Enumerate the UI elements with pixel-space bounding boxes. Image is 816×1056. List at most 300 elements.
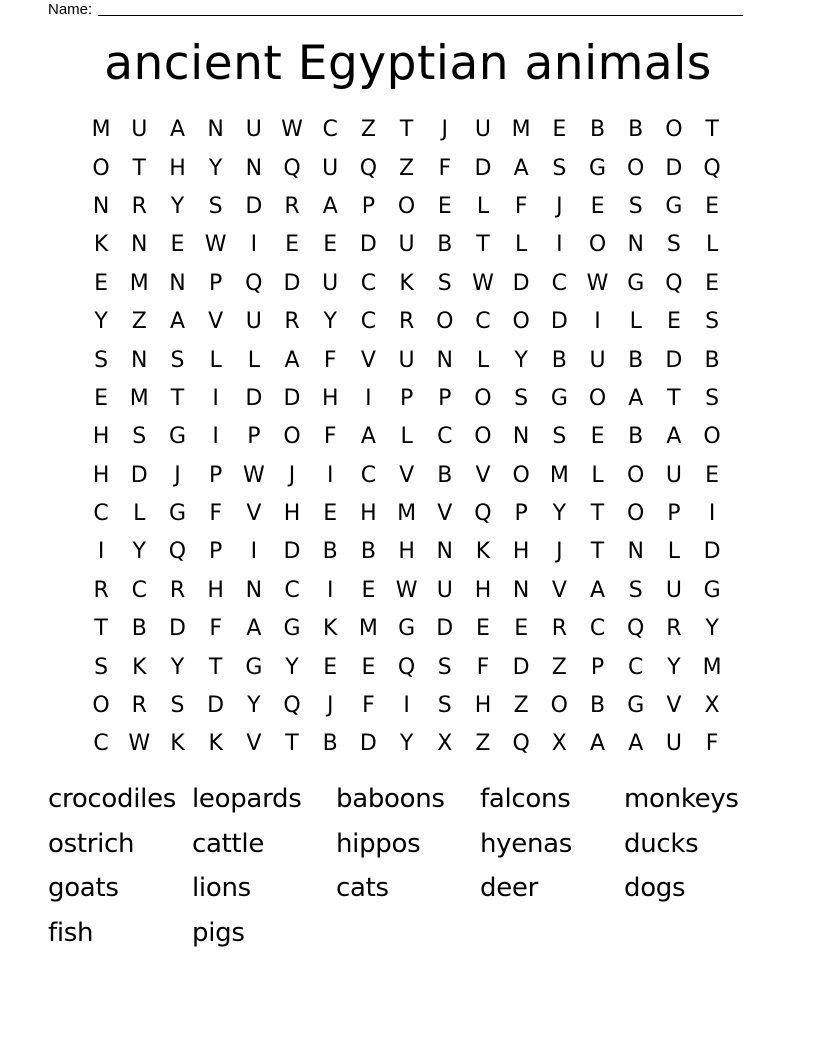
grid-row (82, 725, 732, 763)
grid-letter: U (245, 117, 262, 143)
grid-letter: Y (323, 309, 337, 335)
grid-letter: R (93, 577, 109, 603)
grid-letter: B (589, 117, 606, 143)
grid-letter: E (323, 654, 338, 680)
grid-row (82, 149, 732, 187)
grid-letter: Y (94, 309, 108, 335)
grid-letter: G (589, 155, 607, 181)
grid-letter: Z (475, 731, 491, 757)
grid-letter: Q (665, 270, 683, 296)
grid-letter: B (322, 731, 338, 757)
grid-letter: C (322, 117, 338, 143)
grid-letter: H (474, 577, 492, 603)
grid-letter: O (512, 309, 530, 335)
page-title: ancient Egyptian animals (104, 36, 712, 91)
grid-letter: S (94, 347, 109, 373)
grid-letter: O (92, 693, 110, 719)
grid-letter: H (398, 539, 415, 565)
grid-letter: B (322, 539, 338, 565)
grid-letter: K (399, 270, 414, 296)
grid-letter: C (551, 270, 568, 296)
name-label: Name: (48, 1, 93, 18)
grid-letter: Y (247, 693, 261, 719)
grid-letter: A (322, 193, 338, 219)
grid-letter: U (665, 577, 682, 603)
grid-letter: R (666, 616, 682, 642)
grid-letter: D (703, 539, 721, 565)
word-bank-row (48, 777, 788, 822)
grid-letter: S (705, 385, 720, 411)
grid-letter: N (512, 424, 530, 450)
grid-letter: R (398, 309, 415, 335)
grid-letter: Y (208, 155, 223, 181)
grid-letter: I (250, 232, 258, 258)
grid-row (82, 111, 732, 149)
grid-row (82, 533, 732, 571)
grid-letter: E (552, 117, 567, 143)
grid-row (82, 341, 732, 379)
grid-letter: U (131, 117, 148, 143)
word-bank-item: crocodiles (48, 784, 177, 815)
grid-letter: U (436, 577, 453, 603)
grid-letter: D (436, 616, 454, 642)
grid-letter: P (514, 501, 528, 527)
grid-letter: G (550, 385, 568, 411)
grid-letter: D (665, 347, 683, 373)
grid-letter: P (399, 385, 414, 411)
grid-letter: O (627, 155, 645, 181)
grid-letter: T (667, 385, 681, 411)
grid-letter: E (361, 577, 376, 603)
grid-letter: N (207, 117, 224, 143)
grid-letter: D (474, 155, 492, 181)
grid-letter: U (398, 347, 415, 373)
grid-letter: I (97, 539, 105, 565)
grid-letter: D (359, 232, 377, 258)
grid-letter: I (212, 424, 219, 450)
grid-letter: D (168, 616, 186, 642)
grid-letter: N (245, 155, 263, 181)
grid-letter: I (250, 539, 258, 565)
grid-letter: Z (131, 309, 147, 335)
grid-letter: C (93, 501, 109, 527)
grid-letter: E (323, 501, 338, 527)
grid-letter: U (245, 309, 262, 335)
grid-letter: K (323, 616, 338, 642)
grid-letter: S (132, 424, 147, 450)
grid-letter: J (174, 462, 181, 488)
grid-row (82, 188, 732, 226)
grid-letter: B (360, 539, 376, 565)
grid-letter: X (704, 693, 720, 719)
grid-letter: E (705, 193, 720, 219)
grid-letter: E (590, 193, 605, 219)
grid-letter: I (365, 385, 372, 411)
grid-letter: P (209, 270, 223, 296)
grid-letter: N (131, 347, 148, 373)
grid-letter: H (169, 155, 186, 181)
grid-row (82, 226, 732, 264)
grid-letter: B (437, 232, 453, 258)
grid-letter: Z (399, 155, 415, 181)
grid-letter: G (627, 693, 645, 719)
grid-letter: W (281, 117, 303, 143)
grid-letter: E (170, 232, 185, 258)
grid-letter: U (322, 270, 339, 296)
word-bank-item: cats (336, 873, 389, 904)
grid-letter: H (207, 577, 224, 603)
grid-letter: U (665, 731, 682, 757)
grid-letter: I (326, 462, 334, 488)
grid-letter: S (170, 693, 185, 719)
grid-letter: L (247, 347, 260, 373)
grid-letter: A (628, 385, 644, 411)
grid-letter: R (169, 577, 186, 603)
grid-letter: S (552, 424, 567, 450)
grid-letter: E (705, 270, 720, 296)
word-bank-item: falcons (480, 784, 571, 815)
grid-letter: F (705, 731, 719, 757)
word-bank-item: leopards (192, 784, 302, 815)
grid-letter: D (283, 539, 301, 565)
grid-letter: G (283, 616, 301, 642)
grid-letter: M (702, 654, 722, 680)
grid-letter: Y (552, 501, 567, 527)
grid-letter: E (666, 309, 681, 335)
grid-letter: J (326, 693, 334, 719)
word-bank-item: cattle (192, 828, 265, 859)
grid-letter: W (586, 270, 609, 296)
grid-letter: D (207, 693, 225, 719)
grid-letter: E (590, 424, 605, 450)
grid-letter: L (209, 347, 222, 373)
grid-letter: O (703, 424, 721, 450)
grid-letter: H (360, 501, 377, 527)
grid-letter: Q (245, 270, 263, 296)
grid-letter: W (204, 232, 227, 258)
word-bank-item: dogs (624, 873, 686, 904)
grid-letter: V (551, 577, 567, 603)
grid-letter: A (246, 616, 262, 642)
grid-letter: L (705, 232, 719, 258)
grid-letter: G (168, 501, 186, 527)
grid-letter: C (475, 309, 491, 335)
grid-letter: O (627, 462, 645, 488)
grid-letter: Q (283, 693, 301, 719)
grid-letter: F (476, 654, 490, 680)
grid-letter: L (476, 193, 490, 219)
grid-letter: Q (512, 731, 530, 757)
grid-letter: L (591, 462, 604, 488)
grid-letter: B (628, 117, 644, 143)
grid-letter: Z (551, 654, 567, 680)
grid-letter: N (436, 347, 454, 373)
word-bank-item: fish (48, 917, 94, 948)
grid-letter: L (667, 539, 681, 565)
grid-letter: M (397, 501, 417, 527)
grid-letter: O (588, 232, 607, 258)
grid-letter: U (322, 155, 339, 181)
grid-letter: C (360, 309, 377, 335)
grid-letter: E (94, 270, 109, 296)
grid-letter: C (284, 577, 300, 603)
grid-letter: T (590, 501, 605, 527)
grid-letter: H (92, 424, 110, 450)
grid-letter: B (551, 347, 567, 373)
grid-letter: D (245, 193, 263, 219)
grid-letter: Q (703, 155, 721, 181)
grid-row (82, 303, 732, 341)
grid-letter: Q (359, 155, 378, 181)
grid-letter: D (130, 462, 148, 488)
grid-letter: M (358, 616, 378, 642)
grid-letter: I (212, 385, 219, 411)
grid-row (82, 457, 732, 495)
word-search-grid (82, 111, 732, 764)
name-blank-line (98, 1, 743, 16)
grid-letter: E (323, 232, 338, 258)
word-bank-row (48, 866, 788, 911)
grid-letter: N (169, 270, 186, 296)
grid-letter: S (437, 693, 452, 719)
grid-letter: Z (360, 117, 376, 143)
word-bank-item: monkeys (624, 784, 739, 815)
grid-letter: O (283, 424, 301, 450)
grid-letter: A (360, 424, 376, 450)
grid-letter: O (665, 117, 683, 143)
grid-letter: L (400, 424, 413, 450)
grid-letter: G (627, 270, 645, 296)
grid-letter: N (92, 193, 110, 219)
grid-letter: R (131, 193, 147, 219)
grid-letter: G (665, 193, 683, 219)
word-bank-item: lions (192, 873, 251, 904)
grid-letter: K (475, 539, 491, 565)
grid-letter: C (93, 731, 109, 757)
grid-letter: J (441, 117, 449, 143)
grid-letter: X (551, 731, 567, 757)
word-bank-item: deer (480, 873, 538, 904)
grid-letter: L (629, 309, 642, 335)
grid-letter: L (476, 347, 490, 373)
grid-letter: K (208, 731, 223, 757)
grid-row (82, 418, 732, 456)
grid-letter: V (399, 462, 415, 488)
grid-letter: A (590, 577, 606, 603)
grid-letter: G (245, 654, 263, 680)
grid-letter: K (170, 731, 185, 757)
grid-letter: R (284, 193, 300, 219)
grid-letter: O (397, 193, 416, 219)
grid-letter: S (208, 193, 223, 219)
grid-letter: E (514, 616, 529, 642)
grid-letter: S (666, 232, 681, 258)
grid-letter: R (131, 693, 147, 719)
grid-letter: H (512, 539, 530, 565)
grid-letter: G (168, 424, 186, 450)
grid-letter: C (360, 462, 377, 488)
grid-letter: N (627, 539, 644, 565)
grid-letter: J (556, 193, 563, 219)
grid-letter: H (92, 462, 110, 488)
word-bank (48, 777, 788, 955)
grid-letter: E (285, 232, 299, 258)
grid-letter: Q (168, 539, 187, 565)
grid-letter: Y (667, 654, 681, 680)
grid-letter: A (666, 424, 682, 450)
grid-letter: A (590, 731, 606, 757)
grid-letter: E (437, 193, 452, 219)
grid-letter: Q (397, 654, 416, 680)
grid-letter: H (283, 501, 301, 527)
grid-letter: V (475, 462, 491, 488)
grid-letter: C (589, 616, 606, 642)
grid-letter: E (361, 654, 376, 680)
grid-letter: C (628, 654, 644, 680)
grid-letter: K (132, 654, 147, 680)
grid-letter: E (94, 385, 109, 411)
grid-letter: B (437, 462, 453, 488)
grid-letter: A (513, 155, 529, 181)
grid-letter: U (589, 347, 606, 373)
grid-letter: T (132, 155, 146, 181)
grid-letter: B (628, 347, 644, 373)
grid-letter: N (436, 539, 454, 565)
grid-letter: Y (705, 616, 719, 642)
grid-letter: S (437, 654, 452, 680)
grid-letter: D (550, 309, 568, 335)
grid-letter: M (91, 117, 111, 143)
word-bank-row (48, 911, 788, 956)
grid-letter: W (128, 731, 151, 757)
word-bank-item: ducks (624, 828, 699, 859)
grid-letter: S (628, 193, 643, 219)
grid-letter: M (129, 270, 149, 296)
grid-letter: I (594, 309, 601, 335)
word-bank-item: baboons (336, 784, 445, 815)
grid-letter: L (133, 501, 146, 527)
grid-letter: T (476, 232, 490, 258)
grid-row (82, 495, 732, 533)
grid-row (82, 687, 732, 725)
grid-letter: E (705, 462, 720, 488)
grid-letter: P (667, 501, 681, 527)
grid-letter: S (94, 654, 109, 680)
grid-letter: I (326, 577, 334, 603)
grid-letter: U (474, 117, 492, 143)
grid-letter: N (245, 577, 263, 603)
grid-letter: T (399, 117, 414, 143)
grid-letter: N (131, 232, 148, 258)
grid-letter: B (131, 616, 147, 642)
grid-letter: D (359, 731, 377, 757)
grid-letter: T (285, 731, 299, 757)
grid-letter: H (321, 385, 339, 411)
grid-row (82, 572, 732, 610)
grid-letter: Y (170, 654, 185, 680)
word-bank-item: goats (48, 873, 119, 904)
grid-letter: S (170, 347, 185, 373)
grid-letter: F (323, 424, 337, 450)
grid-letter: O (474, 424, 492, 450)
grid-letter: D (283, 385, 301, 411)
grid-letter: S (705, 309, 720, 335)
grid-letter: B (589, 693, 606, 719)
grid-letter: V (360, 347, 376, 373)
grid-letter: T (208, 654, 223, 680)
grid-letter: D (245, 385, 263, 411)
grid-letter: T (94, 616, 108, 642)
grid-letter: Y (132, 539, 146, 565)
grid-row (82, 380, 732, 418)
grid-letter: U (665, 462, 682, 488)
grid-letter: P (209, 539, 223, 565)
grid-letter: S (437, 270, 452, 296)
grid-letter: J (288, 462, 296, 488)
grid-letter: T (705, 117, 719, 143)
grid-letter: V (246, 731, 262, 757)
grid-letter: D (665, 155, 683, 181)
grid-letter: K (93, 232, 109, 258)
grid-letter: N (627, 232, 644, 258)
grid-letter: Y (399, 731, 414, 757)
grid-row (82, 265, 732, 303)
grid-letter: D (512, 654, 530, 680)
grid-letter: F (362, 693, 375, 719)
grid-letter: X (437, 731, 453, 757)
word-bank-item: pigs (192, 917, 245, 948)
grid-letter: M (511, 117, 531, 143)
word-bank-item: hippos (336, 828, 421, 859)
grid-letter: O (92, 155, 110, 181)
grid-letter: V (666, 693, 682, 719)
grid-letter: I (556, 232, 563, 258)
grid-letter: H (474, 693, 492, 719)
word-bank-item: hyenas (480, 828, 573, 859)
grid-letter: B (628, 424, 644, 450)
grid-letter: L (515, 232, 528, 258)
grid-letter: V (246, 501, 262, 527)
grid-letter: P (361, 193, 376, 219)
grid-letter: W (472, 270, 494, 296)
grid-letter: F (209, 501, 222, 527)
grid-letter: F (209, 616, 222, 642)
grid-letter: S (628, 577, 643, 603)
grid-letter: C (360, 270, 377, 296)
grid-row (82, 610, 732, 648)
grid-letter: Z (513, 693, 529, 719)
grid-letter: D (512, 270, 530, 296)
grid-letter: P (247, 424, 261, 450)
grid-letter: T (590, 539, 605, 565)
grid-row (82, 648, 732, 686)
grid-letter: M (549, 462, 569, 488)
word-bank-item: ostrich (48, 828, 135, 859)
grid-letter: O (436, 309, 454, 335)
grid-letter: P (590, 654, 605, 680)
grid-letter: G (398, 616, 416, 642)
grid-letter: U (398, 232, 415, 258)
grid-letter: F (514, 193, 528, 219)
grid-letter: S (552, 155, 567, 181)
grid-letter: B (704, 347, 720, 373)
grid-letter: V (208, 309, 224, 335)
grid-letter: A (628, 731, 644, 757)
grid-letter: F (323, 347, 337, 373)
grid-letter: R (551, 616, 567, 642)
grid-letter: S (514, 385, 529, 411)
grid-letter: O (627, 501, 645, 527)
